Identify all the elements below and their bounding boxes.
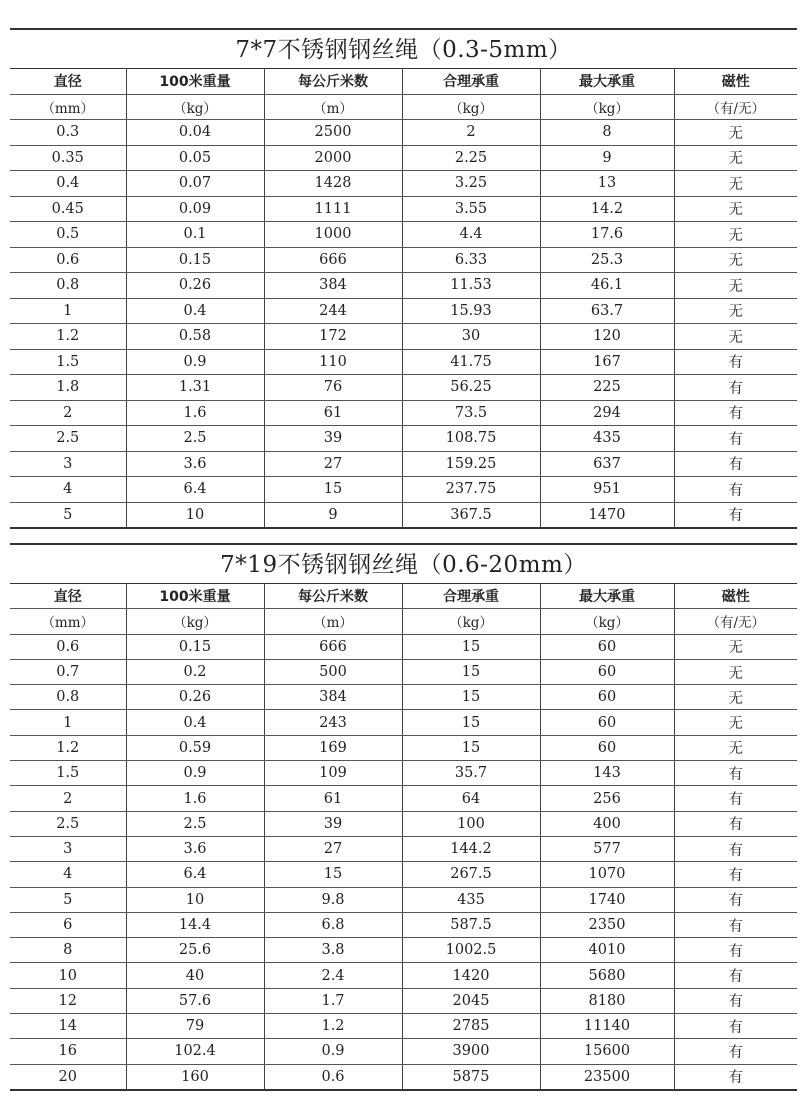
- diameter-cell: 0.6: [10, 634, 126, 659]
- magnetic-cell: 无: [674, 298, 797, 324]
- diameter-cell: 直径: [10, 584, 126, 609]
- rated-load-cell: 237.75: [402, 477, 540, 503]
- diameter-cell: 1.5: [10, 349, 126, 375]
- table-row: [10, 988, 797, 1013]
- diameter-cell: 0.35: [10, 145, 126, 171]
- rated-load-cell: 3.25: [402, 171, 540, 197]
- diameter-cell: 1.2: [10, 324, 126, 350]
- weight-100m-cell: 102.4: [126, 1039, 264, 1064]
- max-load-cell: 23500: [540, 1064, 674, 1090]
- rated-load-cell: 159.25: [402, 451, 540, 477]
- max-load-cell: 13: [540, 171, 674, 197]
- diameter-cell: 5: [10, 887, 126, 912]
- weight-100m-cell: 0.07: [126, 171, 264, 197]
- max-load-cell: 63.7: [540, 298, 674, 324]
- rated-load-cell: 1420: [402, 963, 540, 988]
- weight-100m-cell: 160: [126, 1064, 264, 1090]
- magnetic-cell: 有: [674, 988, 797, 1013]
- table-row: [10, 963, 797, 988]
- table-row: [10, 811, 797, 836]
- diameter-cell: 0.5: [10, 222, 126, 248]
- diameter-cell: 16: [10, 1039, 126, 1064]
- weight-100m-cell: 3.6: [126, 836, 264, 861]
- max-load-cell: 60: [540, 735, 674, 760]
- weight-100m-cell: 79: [126, 1014, 264, 1039]
- diameter-cell: 1.8: [10, 375, 126, 401]
- diameter-cell: 5: [10, 502, 126, 528]
- max-load-cell: 637: [540, 451, 674, 477]
- table-row: [10, 659, 797, 684]
- table-row: [10, 477, 797, 503]
- meters-per-kg-cell: 1.2: [264, 1014, 402, 1039]
- magnetic-cell: 有: [674, 349, 797, 375]
- meters-per-kg-cell: 243: [264, 710, 402, 735]
- meters-per-kg-cell: 39: [264, 811, 402, 836]
- meters-per-kg-cell: 2500: [264, 120, 402, 146]
- rated-load-cell: 108.75: [402, 426, 540, 452]
- table-row: [10, 171, 797, 197]
- table-row: [10, 222, 797, 248]
- rated-load-cell: 56.25: [402, 375, 540, 401]
- diameter-cell: 1: [10, 710, 126, 735]
- magnetic-cell: 有: [674, 786, 797, 811]
- max-load-cell: 577: [540, 836, 674, 861]
- magnetic-cell: 无: [674, 324, 797, 350]
- weight-100m-cell: 0.09: [126, 196, 264, 222]
- max-load-cell: 1740: [540, 887, 674, 912]
- magnetic-cell: （有/无）: [674, 609, 797, 634]
- magnetic-cell: 有: [674, 938, 797, 963]
- diameter-cell: 0.6: [10, 247, 126, 273]
- meters-per-kg-cell: 27: [264, 451, 402, 477]
- rated-load-cell: 3900: [402, 1039, 540, 1064]
- table-row: [10, 247, 797, 273]
- diameter-cell: 0.7: [10, 659, 126, 684]
- meters-per-kg-cell: 666: [264, 247, 402, 273]
- weight-100m-cell: 3.6: [126, 451, 264, 477]
- rated-load-cell: 合理承重: [402, 584, 540, 609]
- magnetic-cell: 无: [674, 634, 797, 659]
- diameter-cell: 直径: [10, 69, 126, 95]
- meters-per-kg-cell: 76: [264, 375, 402, 401]
- weight-100m-cell: 14.4: [126, 912, 264, 937]
- rated-load-cell: 3.55: [402, 196, 540, 222]
- magnetic-cell: 无: [674, 273, 797, 299]
- meters-per-kg-cell: 500: [264, 659, 402, 684]
- rated-load-cell: 587.5: [402, 912, 540, 937]
- magnetic-cell: 有: [674, 862, 797, 887]
- weight-100m-cell: 57.6: [126, 988, 264, 1013]
- rated-load-cell: 367.5: [402, 502, 540, 528]
- table-row: [10, 862, 797, 887]
- meters-per-kg-cell: 109: [264, 761, 402, 786]
- meters-per-kg-cell: 9.8: [264, 887, 402, 912]
- table-row: [10, 375, 797, 401]
- diameter-cell: 0.4: [10, 171, 126, 197]
- table-row: [10, 196, 797, 222]
- max-load-cell: （kg）: [540, 94, 674, 120]
- magnetic-cell: 有: [674, 761, 797, 786]
- table-row: [10, 685, 797, 710]
- max-load-cell: 17.6: [540, 222, 674, 248]
- diameter-cell: 0.45: [10, 196, 126, 222]
- magnetic-cell: 有: [674, 887, 797, 912]
- diameter-cell: 4: [10, 477, 126, 503]
- diameter-cell: 1.5: [10, 761, 126, 786]
- diameter-cell: 1.2: [10, 735, 126, 760]
- table-row: [10, 938, 797, 963]
- header-row: [10, 69, 797, 95]
- rated-load-cell: 100: [402, 811, 540, 836]
- weight-100m-cell: 6.4: [126, 862, 264, 887]
- meters-per-kg-cell: 384: [264, 273, 402, 299]
- weight-100m-cell: （kg）: [126, 94, 264, 120]
- table-row: [10, 1039, 797, 1064]
- magnetic-cell: 有: [674, 1039, 797, 1064]
- max-load-cell: 46.1: [540, 273, 674, 299]
- max-load-cell: 225: [540, 375, 674, 401]
- table-row: [10, 324, 797, 350]
- magnetic-cell: 无: [674, 196, 797, 222]
- magnetic-cell: 无: [674, 120, 797, 146]
- table-row: [10, 298, 797, 324]
- rated-load-cell: 30: [402, 324, 540, 350]
- meters-per-kg-cell: 每公斤米数: [264, 584, 402, 609]
- rated-load-cell: 15: [402, 659, 540, 684]
- diameter-cell: 2: [10, 786, 126, 811]
- meters-per-kg-cell: 666: [264, 634, 402, 659]
- max-load-cell: 8: [540, 120, 674, 146]
- max-load-cell: 最大承重: [540, 69, 674, 95]
- magnetic-cell: 无: [674, 685, 797, 710]
- magnetic-cell: 无: [674, 659, 797, 684]
- table-row: [10, 710, 797, 735]
- max-load-cell: 最大承重: [540, 584, 674, 609]
- table-row: [10, 761, 797, 786]
- max-load-cell: 2350: [540, 912, 674, 937]
- max-load-cell: 14.2: [540, 196, 674, 222]
- diameter-cell: 0.8: [10, 685, 126, 710]
- max-load-cell: 25.3: [540, 247, 674, 273]
- meters-per-kg-cell: 15: [264, 477, 402, 503]
- weight-100m-cell: 100米重量: [126, 69, 264, 95]
- magnetic-cell: 有: [674, 1064, 797, 1090]
- max-load-cell: 9: [540, 145, 674, 171]
- table-row: [10, 1014, 797, 1039]
- weight-100m-cell: 1.31: [126, 375, 264, 401]
- rated-load-cell: 15: [402, 735, 540, 760]
- magnetic-cell: 有: [674, 477, 797, 503]
- magnetic-cell: 无: [674, 222, 797, 248]
- meters-per-kg-cell: 1000: [264, 222, 402, 248]
- weight-100m-cell: 0.15: [126, 247, 264, 273]
- table-title: 7*7不锈钢钢丝绳（0.3-5mm）: [10, 28, 797, 68]
- table-row: [10, 786, 797, 811]
- diameter-cell: 2: [10, 400, 126, 426]
- rated-load-cell: 2045: [402, 988, 540, 1013]
- diameter-cell: 12: [10, 988, 126, 1013]
- table-row: [10, 451, 797, 477]
- meters-per-kg-cell: 61: [264, 786, 402, 811]
- meters-per-kg-cell: 9: [264, 502, 402, 528]
- meters-per-kg-cell: 2000: [264, 145, 402, 171]
- table-row: [10, 735, 797, 760]
- max-load-cell: 143: [540, 761, 674, 786]
- weight-100m-cell: 6.4: [126, 477, 264, 503]
- magnetic-cell: （有/无）: [674, 94, 797, 120]
- max-load-cell: 4010: [540, 938, 674, 963]
- meters-per-kg-cell: 61: [264, 400, 402, 426]
- weight-100m-cell: 0.9: [126, 761, 264, 786]
- magnetic-cell: 有: [674, 811, 797, 836]
- table-row: [10, 145, 797, 171]
- table-row: [10, 120, 797, 146]
- weight-100m-cell: 0.2: [126, 659, 264, 684]
- weight-100m-cell: 10: [126, 887, 264, 912]
- weight-100m-cell: 10: [126, 502, 264, 528]
- meters-per-kg-cell: 169: [264, 735, 402, 760]
- meters-per-kg-cell: 1.7: [264, 988, 402, 1013]
- meters-per-kg-cell: （m）: [264, 94, 402, 120]
- max-load-cell: 951: [540, 477, 674, 503]
- units-row: [10, 609, 797, 634]
- max-load-cell: 15600: [540, 1039, 674, 1064]
- meters-per-kg-cell: 27: [264, 836, 402, 861]
- meters-per-kg-cell: 2.4: [264, 963, 402, 988]
- max-load-cell: 1070: [540, 862, 674, 887]
- table-row: [10, 912, 797, 937]
- rated-load-cell: 合理承重: [402, 69, 540, 95]
- diameter-cell: 2.5: [10, 811, 126, 836]
- diameter-cell: 2.5: [10, 426, 126, 452]
- table-row: [10, 273, 797, 299]
- meters-per-kg-cell: 每公斤米数: [264, 69, 402, 95]
- meters-per-kg-cell: 1428: [264, 171, 402, 197]
- meters-per-kg-cell: 110: [264, 349, 402, 375]
- rated-load-cell: 15: [402, 710, 540, 735]
- rated-load-cell: 73.5: [402, 400, 540, 426]
- magnetic-cell: 磁性: [674, 584, 797, 609]
- diameter-cell: 0.3: [10, 120, 126, 146]
- magnetic-cell: 有: [674, 502, 797, 528]
- weight-100m-cell: 0.9: [126, 349, 264, 375]
- max-load-cell: 294: [540, 400, 674, 426]
- diameter-cell: 14: [10, 1014, 126, 1039]
- table-row: [10, 1064, 797, 1090]
- spec-table-7x7: [10, 28, 797, 529]
- max-load-cell: 167: [540, 349, 674, 375]
- max-load-cell: 60: [540, 659, 674, 684]
- weight-100m-cell: 1.6: [126, 786, 264, 811]
- rated-load-cell: 435: [402, 887, 540, 912]
- table-row: [10, 887, 797, 912]
- spec-grid: [10, 68, 797, 529]
- rated-load-cell: 267.5: [402, 862, 540, 887]
- meters-per-kg-cell: 172: [264, 324, 402, 350]
- weight-100m-cell: （kg）: [126, 609, 264, 634]
- weight-100m-cell: 0.26: [126, 685, 264, 710]
- rated-load-cell: 1002.5: [402, 938, 540, 963]
- header-row: [10, 584, 797, 609]
- rated-load-cell: 2.25: [402, 145, 540, 171]
- diameter-cell: 8: [10, 938, 126, 963]
- weight-100m-cell: 0.59: [126, 735, 264, 760]
- diameter-cell: 3: [10, 836, 126, 861]
- max-load-cell: 60: [540, 634, 674, 659]
- max-load-cell: 1470: [540, 502, 674, 528]
- rated-load-cell: 11.53: [402, 273, 540, 299]
- magnetic-cell: 有: [674, 451, 797, 477]
- rated-load-cell: 35.7: [402, 761, 540, 786]
- weight-100m-cell: 0.04: [126, 120, 264, 146]
- max-load-cell: 435: [540, 426, 674, 452]
- magnetic-cell: 磁性: [674, 69, 797, 95]
- rated-load-cell: 15.93: [402, 298, 540, 324]
- max-load-cell: 256: [540, 786, 674, 811]
- rated-load-cell: 15: [402, 634, 540, 659]
- diameter-cell: 10: [10, 963, 126, 988]
- max-load-cell: （kg）: [540, 609, 674, 634]
- rated-load-cell: 2: [402, 120, 540, 146]
- table-title: 7*19不锈钢钢丝绳（0.6-20mm）: [10, 543, 797, 583]
- meters-per-kg-cell: 6.8: [264, 912, 402, 937]
- rated-load-cell: 41.75: [402, 349, 540, 375]
- magnetic-cell: 有: [674, 836, 797, 861]
- table-row: [10, 502, 797, 528]
- weight-100m-cell: 0.05: [126, 145, 264, 171]
- units-row: [10, 94, 797, 120]
- weight-100m-cell: 2.5: [126, 811, 264, 836]
- rated-load-cell: 144.2: [402, 836, 540, 861]
- weight-100m-cell: 0.58: [126, 324, 264, 350]
- meters-per-kg-cell: 39: [264, 426, 402, 452]
- weight-100m-cell: 2.5: [126, 426, 264, 452]
- magnetic-cell: 有: [674, 963, 797, 988]
- weight-100m-cell: 0.15: [126, 634, 264, 659]
- table-row: [10, 836, 797, 861]
- magnetic-cell: 有: [674, 426, 797, 452]
- magnetic-cell: 无: [674, 735, 797, 760]
- rated-load-cell: 64: [402, 786, 540, 811]
- max-load-cell: 60: [540, 685, 674, 710]
- weight-100m-cell: 40: [126, 963, 264, 988]
- weight-100m-cell: 25.6: [126, 938, 264, 963]
- magnetic-cell: 无: [674, 145, 797, 171]
- max-load-cell: 400: [540, 811, 674, 836]
- max-load-cell: 11140: [540, 1014, 674, 1039]
- magnetic-cell: 有: [674, 912, 797, 937]
- diameter-cell: 0.8: [10, 273, 126, 299]
- meters-per-kg-cell: 15: [264, 862, 402, 887]
- diameter-cell: 4: [10, 862, 126, 887]
- weight-100m-cell: 0.4: [126, 710, 264, 735]
- meters-per-kg-cell: （m）: [264, 609, 402, 634]
- meters-per-kg-cell: 0.6: [264, 1064, 402, 1090]
- magnetic-cell: 有: [674, 400, 797, 426]
- diameter-cell: （mm）: [10, 94, 126, 120]
- table-row: [10, 349, 797, 375]
- max-load-cell: 60: [540, 710, 674, 735]
- magnetic-cell: 有: [674, 375, 797, 401]
- rated-load-cell: 2785: [402, 1014, 540, 1039]
- table-row: [10, 426, 797, 452]
- max-load-cell: 8180: [540, 988, 674, 1013]
- meters-per-kg-cell: 0.9: [264, 1039, 402, 1064]
- diameter-cell: 20: [10, 1064, 126, 1090]
- diameter-cell: 1: [10, 298, 126, 324]
- diameter-cell: 6: [10, 912, 126, 937]
- magnetic-cell: 无: [674, 171, 797, 197]
- weight-100m-cell: 0.4: [126, 298, 264, 324]
- meters-per-kg-cell: 3.8: [264, 938, 402, 963]
- magnetic-cell: 无: [674, 710, 797, 735]
- meters-per-kg-cell: 244: [264, 298, 402, 324]
- rated-load-cell: （kg）: [402, 94, 540, 120]
- spec-table-7x19: [10, 543, 797, 1091]
- meters-per-kg-cell: 1111: [264, 196, 402, 222]
- weight-100m-cell: 0.26: [126, 273, 264, 299]
- table-row: [10, 400, 797, 426]
- rated-load-cell: （kg）: [402, 609, 540, 634]
- diameter-cell: 3: [10, 451, 126, 477]
- max-load-cell: 120: [540, 324, 674, 350]
- table-row: [10, 634, 797, 659]
- magnetic-cell: 无: [674, 247, 797, 273]
- weight-100m-cell: 0.1: [126, 222, 264, 248]
- rated-load-cell: 5875: [402, 1064, 540, 1090]
- rated-load-cell: 6.33: [402, 247, 540, 273]
- rated-load-cell: 4.4: [402, 222, 540, 248]
- magnetic-cell: 有: [674, 1014, 797, 1039]
- max-load-cell: 5680: [540, 963, 674, 988]
- diameter-cell: （mm）: [10, 609, 126, 634]
- weight-100m-cell: 100米重量: [126, 584, 264, 609]
- weight-100m-cell: 1.6: [126, 400, 264, 426]
- spec-grid: [10, 583, 797, 1091]
- rated-load-cell: 15: [402, 685, 540, 710]
- meters-per-kg-cell: 384: [264, 685, 402, 710]
